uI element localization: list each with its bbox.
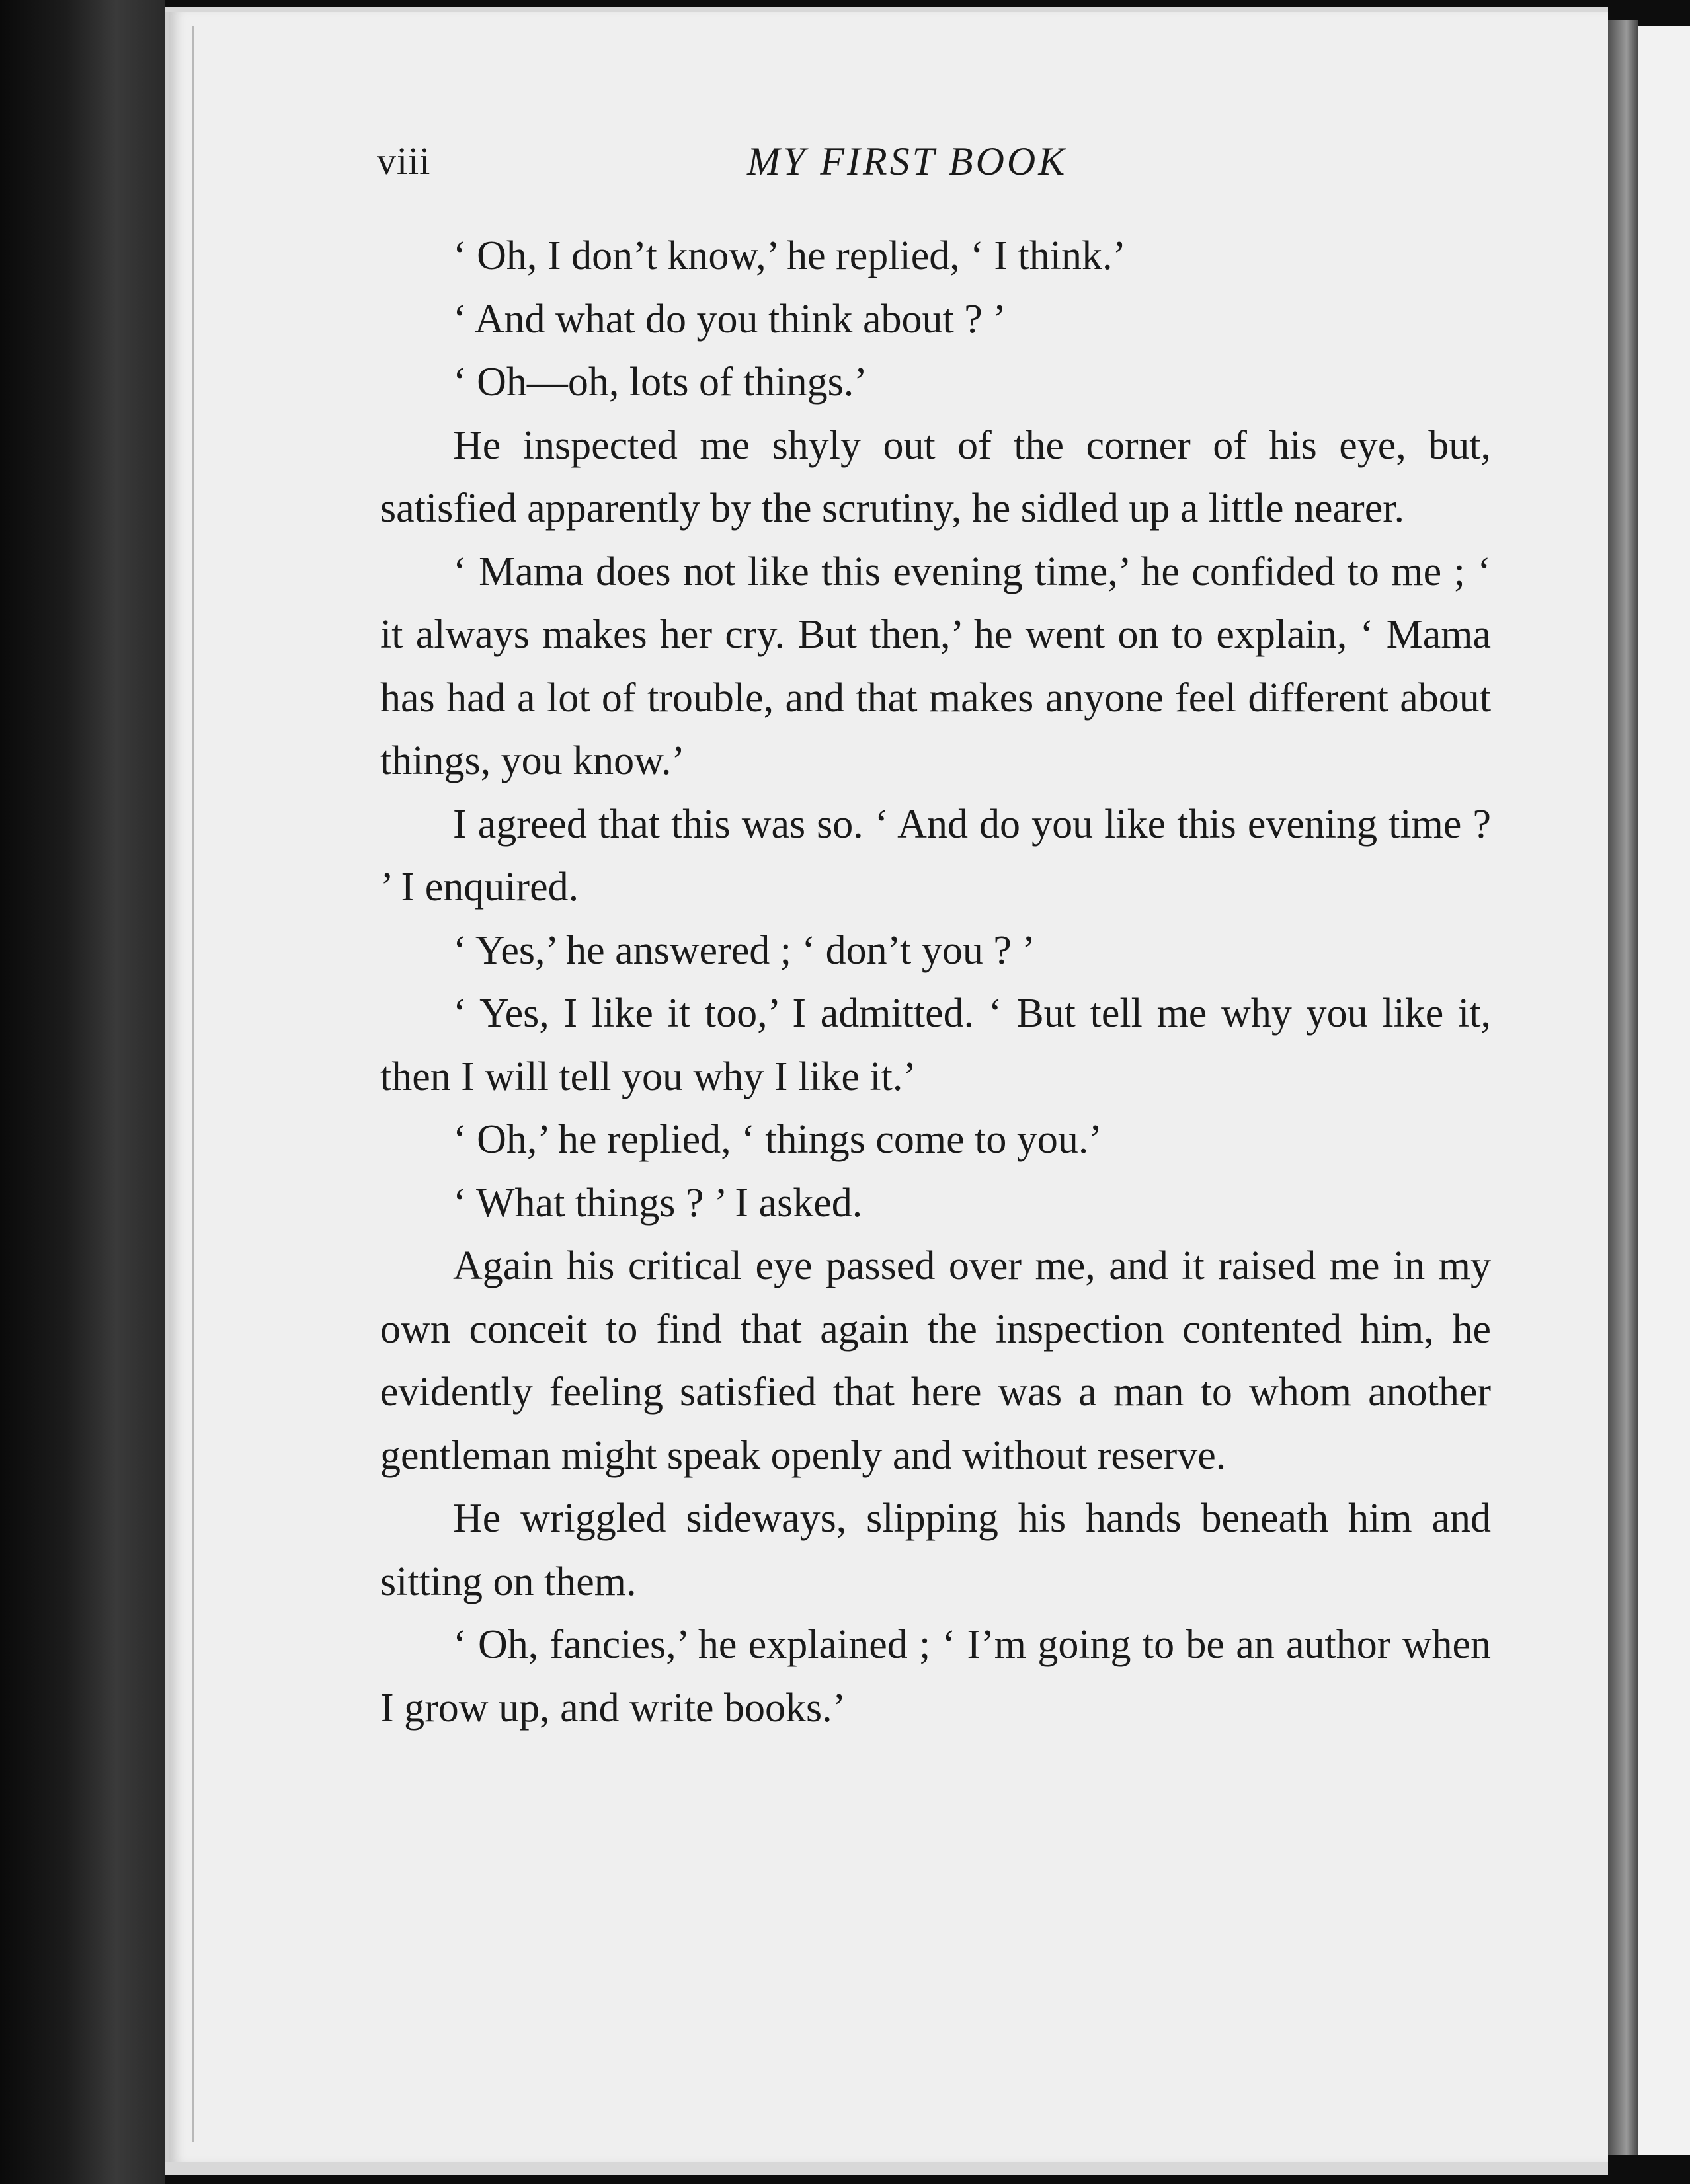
page-header [377, 139, 1567, 192]
running-title: MY FIRST BOOK [747, 139, 1068, 183]
paragraph: ‘ Oh,’ he replied, ‘ things come to you.’ [453, 1117, 1102, 1162]
paragraph: ‘ What things ? ’ I asked. [453, 1180, 863, 1226]
paragraph: ‘ Yes, I like it too,’ I admitted. ‘ But tell me why you like it, then I will tell you why I like it.’ [380, 991, 1491, 1099]
paragraph: ‘ Mama does not like this evening time,’ he confided to me ; ‘ it always makes her cry. But then,’ he went on to explain, ‘ Mama has had a lot of trouble, and that makes anyone feel different about things, you know.’ [380, 549, 1491, 783]
page-number: viii [377, 139, 431, 182]
paragraph: He inspected me shyly out of the corner of his eye, but, satisfied apparently by the scrutiny, he sidled up a little nearer. [380, 422, 1491, 531]
paragraph: ‘ And what do you think about ? ’ [453, 296, 1006, 342]
body-text [380, 225, 1491, 1740]
paragraph: ‘ Oh, I don’t know,’ he replied, ‘ I think.’ [453, 233, 1127, 278]
book-binding [0, 0, 165, 2184]
paragraph: He wriggled sideways, slipping his hands beneath him and sitting on them. [380, 1496, 1491, 1604]
paragraph: I agreed that this was so. ‘ And do you like this evening time ? ’ I enquired. [380, 801, 1491, 910]
page-gutter-line [192, 26, 194, 2142]
paragraph: Again his critical eye passed over me, and it raised me in my own conceit to find that again the inspection contented him, he evidently feeling satisfied that here was a man to whom another gentleman might speak openly and without reserve. [380, 1243, 1491, 1478]
next-page-edge [1638, 26, 1690, 2155]
paragraph: ‘ Yes,’ he answered ; ‘ don’t you ? ’ [453, 927, 1036, 973]
paragraph: ‘ Oh—oh, lots of things.’ [453, 360, 867, 405]
paragraph: ‘ Oh, fancies,’ he explained ; ‘ I’m going to be an author when I grow up, and write books.’ [380, 1622, 1491, 1731]
